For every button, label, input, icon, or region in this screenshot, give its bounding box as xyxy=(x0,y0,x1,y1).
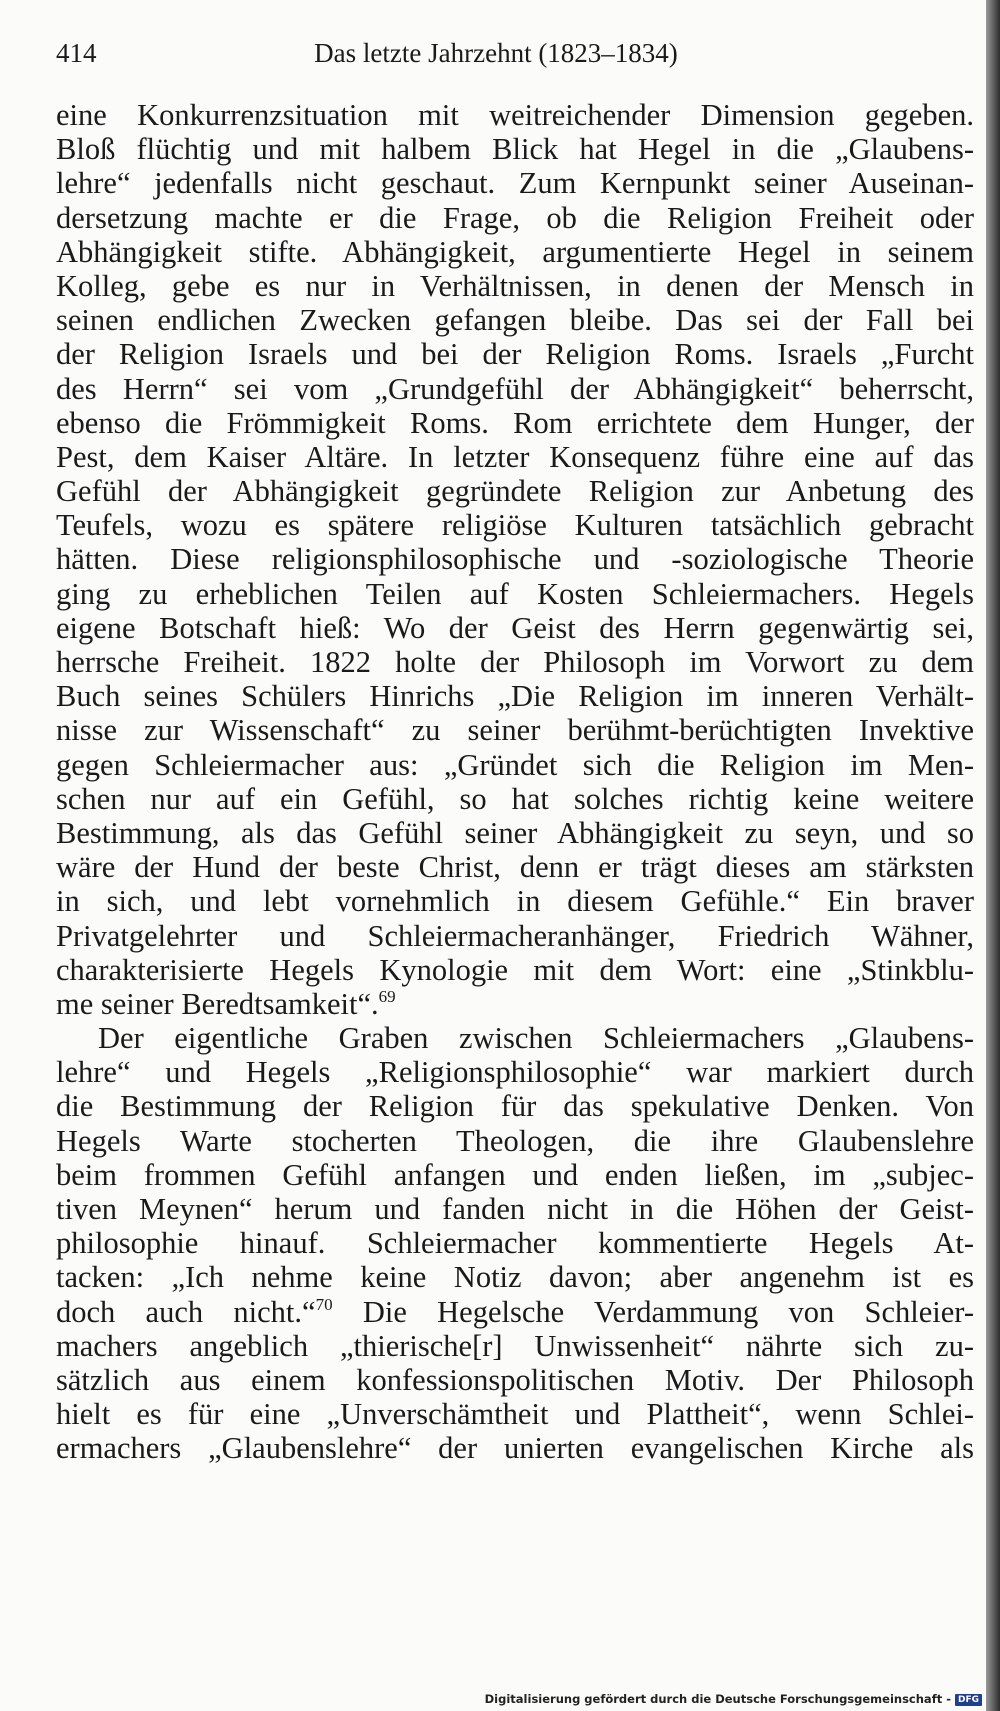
text-segment: me seiner Beredtsamkeit“. xyxy=(56,986,379,1021)
text-line: Teufels, wozu es spätere religiöse Kulturen tatsächlich gebracht xyxy=(56,508,974,543)
text-line: Gefühl der Abhängigkeit gegründete Religion zur Anbetung des xyxy=(56,474,974,509)
text-segment: Die Hegelsche Verdammung von Schleier- xyxy=(332,1294,974,1329)
text-line: beim frommen Gefühl anfangen und enden ließen, im „subjec- xyxy=(56,1157,974,1192)
text-line: hielt es für eine „Unverschämtheit und Plattheit“, wenn Schlei- xyxy=(56,1397,974,1432)
page-edge-shadow xyxy=(986,0,1000,1711)
text-line: Privatgelehrter und Schleiermacheranhänger, Friedrich Wähner, xyxy=(56,918,974,953)
text-line: lehre“ jedenfalls nicht geschaut. Zum Kernpunkt seiner Auseinan- xyxy=(56,166,974,201)
text-segment: doch auch nicht.“ xyxy=(56,1294,316,1329)
paragraph-1 xyxy=(56,98,974,1021)
text-line: ermachers „Glaubenslehre“ der unierten evangelischen Kirche als xyxy=(56,1431,974,1466)
text-line: dersetzung machte er die Frage, ob die Religion Freiheit oder xyxy=(56,200,974,235)
text-line: Bestimmung, als das Gefühl seiner Abhängigkeit zu seyn, und so xyxy=(56,815,974,850)
text-line: ging zu erheblichen Teilen auf Kosten Schleiermachers. Hegels xyxy=(56,576,974,611)
page-header xyxy=(56,30,936,74)
text-line: gegen Schleiermacher aus: „Gründet sich die Religion im Men- xyxy=(56,747,974,782)
text-line: hätten. Diese religionsphilosophische und -soziologische Theorie xyxy=(56,542,974,577)
digitization-credit xyxy=(485,1692,982,1706)
text-line: ebenso die Frömmigkeit Roms. Rom errichtete dem Hunger, der xyxy=(56,405,974,440)
text-line: seinen endlichen Zwecken gefangen bleibe. Das sei der Fall bei xyxy=(56,303,974,338)
text-line: tacken: „Ich nehme keine Notiz davon; aber angenehm ist es xyxy=(56,1260,974,1295)
text-line: tiven Meynen“ herum und fanden nicht in die Höhen der Geist- xyxy=(56,1192,974,1226)
text-line: charakterisierte Hegels Kynologie mit dem Wort: eine „Stinkblu- xyxy=(56,952,974,987)
text-line: des Herrn“ sei vom „Grundgefühl der Abhängigkeit“ beherrscht, xyxy=(56,371,974,406)
text-line xyxy=(56,1295,974,1329)
running-title: Das letzte Jahrzehnt (1823–1834) xyxy=(314,38,678,68)
text-line: nisse zur Wissenschaft“ zu seiner berühmt-berüchtigten Invektive xyxy=(56,713,974,748)
text-line: lehre“ und Hegels „Religionsphilosophie“ war markiert durch xyxy=(56,1055,974,1090)
text-line: Bloß flüchtig und mit halbem Blick hat Hegel in die „Glaubens- xyxy=(56,132,974,167)
text-line: wäre der Hund der beste Christ, denn er trägt dieses am stärksten xyxy=(56,850,974,885)
text-line: Hegels Warte stocherten Theologen, die ihre Glaubenslehre xyxy=(56,1123,974,1158)
text-line: Abhängigkeit stifte. Abhängigkeit, argumentierte Hegel in seinem xyxy=(56,234,974,269)
text-line: herrsche Freiheit. 1822 holte der Philosoph im Vorwort zu dem xyxy=(56,645,974,679)
text-line: Kolleg, gebe es nur in Verhältnissen, in denen der Mensch in xyxy=(56,268,974,303)
text-line: eigene Botschaft hieß: Wo der Geist des Herrn gegenwärtig sei, xyxy=(56,610,974,645)
body-text xyxy=(56,98,974,1466)
text-line: Der eigentliche Graben zwischen Schleiermachers „Glaubens- xyxy=(98,1021,974,1056)
footnote-ref-70[interactable]: 70 xyxy=(315,1294,333,1314)
text-line: eine Konkurrenzsituation mit weitreichender Dimension gegeben. xyxy=(56,98,974,132)
text-line: der Religion Israels und bei der Religion Roms. Israels „Furcht xyxy=(56,337,974,372)
text-line: Pest, dem Kaiser Altäre. In letzter Konsequenz führe eine auf das xyxy=(56,439,974,474)
text-line xyxy=(56,987,974,1021)
footnote-ref-69[interactable]: 69 xyxy=(378,986,396,1006)
text-line: machers angeblich „thierische[r] Unwissenheit“ nährte sich zu- xyxy=(56,1328,974,1363)
text-line: Buch seines Schülers Hinrichs „Die Religion im inneren Verhält- xyxy=(56,679,974,714)
text-line: die Bestimmung der Religion für das spekulative Denken. Von xyxy=(56,1089,974,1124)
paragraph-2 xyxy=(56,1021,974,1465)
text-line: in sich, und lebt vornehmlich in diesem Gefühle.“ Ein braver xyxy=(56,884,974,919)
text-line: schen nur auf ein Gefühl, so hat solches richtig keine weitere xyxy=(56,781,974,816)
credit-text: Digitalisierung gefördert durch die Deutsche Forschungsgemeinschaft - xyxy=(484,1692,951,1706)
text-line: sätzlich aus einem konfessionspolitischen Motiv. Der Philosoph xyxy=(56,1362,974,1397)
page-number: 414 xyxy=(56,38,97,68)
dfg-logo: DFG xyxy=(955,1694,982,1706)
text-line: philosophie hinauf. Schleiermacher kommentierte Hegels At- xyxy=(56,1226,974,1261)
